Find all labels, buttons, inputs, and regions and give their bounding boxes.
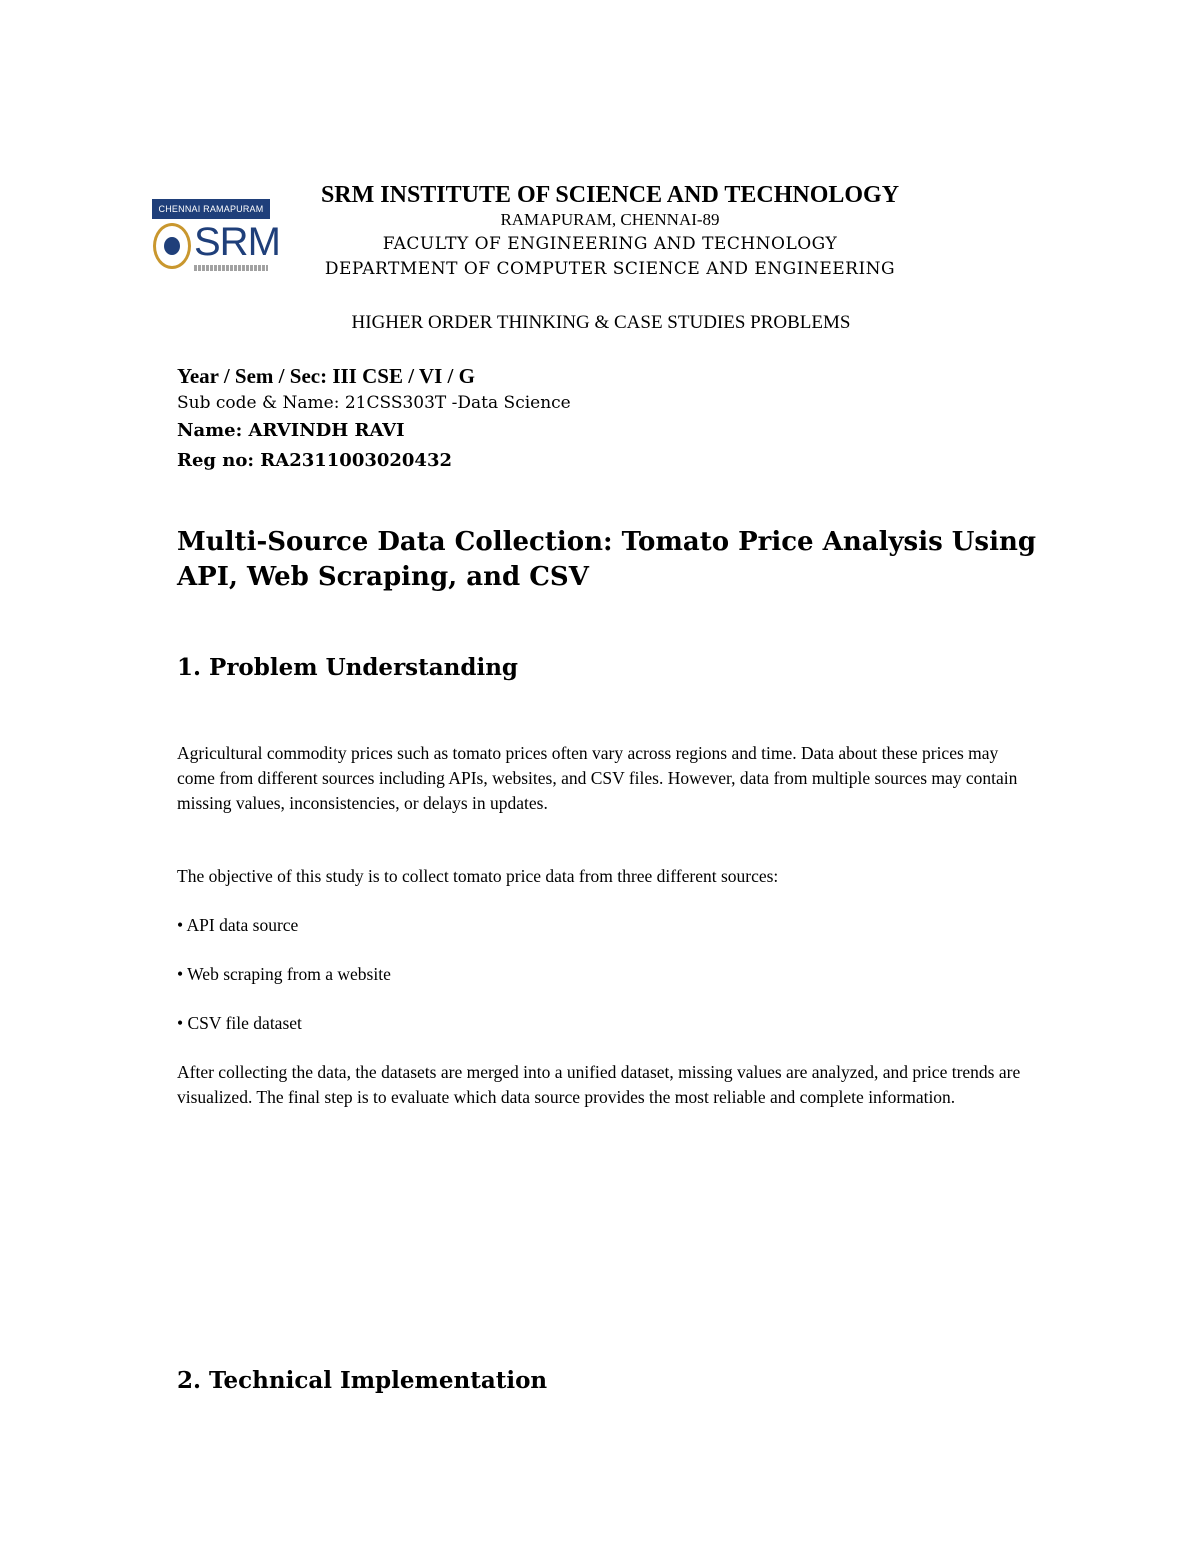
paragraph-objective: The objective of this study is to collect tomato price data from three different sources: — [177, 866, 779, 886]
bullet-item: • Web scraping from a website — [177, 964, 391, 984]
section-heading-technical-implementation: 2. Technical Implementation — [177, 1367, 548, 1394]
bullet-item: • API data source — [177, 915, 299, 935]
srm-logo — [152, 199, 280, 277]
section-heading-problem-understanding: 1. Problem Understanding — [177, 654, 519, 681]
registration-number: Reg no: RA2311003020432 — [177, 450, 453, 471]
paragraph-intro: Agricultural commodity prices such as tomato prices often vary across regions and time. Data about these prices may come from different sources including APIs, websites, and CSV files. However, data from multiple sources may contain missing values, inconsistencies, or delays in updates. — [177, 743, 1018, 813]
bullet-item: • CSV file dataset — [177, 1013, 302, 1033]
logo-text: SRM — [194, 220, 280, 264]
institution-name: SRM INSTITUTE OF SCIENCE AND TECHNOLOGY — [320, 182, 900, 208]
document-subtitle: HIGHER ORDER THINKING & CASE STUDIES PROBLEMS — [351, 312, 851, 333]
year-sem-sec: Year / Sem / Sec: III CSE / VI / G — [177, 364, 475, 388]
document-title: Multi-Source Data Collection: Tomato Price Analysis Using API, Web Scraping, and CSV — [177, 527, 1037, 592]
logo-band-text: CHENNAI RAMAPURAM — [152, 199, 270, 219]
institution-location: RAMAPURAM, CHENNAI-89 — [500, 210, 720, 229]
paragraph-summary: After collecting the data, the datasets are merged into a unified dataset, missing values are analyzed, and price trends are visualized. The final step is to evaluate which data source provides the most reliable and complete information. — [177, 1062, 1021, 1107]
student-name: Name: ARVINDH RAVI — [177, 420, 405, 441]
department-name: DEPARTMENT OF COMPUTER SCIENCE AND ENGINEERING — [324, 259, 896, 279]
subject-code-name: Sub code & Name: 21CSS303T -Data Science — [177, 393, 571, 413]
faculty-name: FACULTY OF ENGINEERING AND TECHNOLOGY — [382, 234, 838, 254]
logo-subtext-mark — [194, 265, 268, 271]
seal-icon — [153, 223, 191, 269]
